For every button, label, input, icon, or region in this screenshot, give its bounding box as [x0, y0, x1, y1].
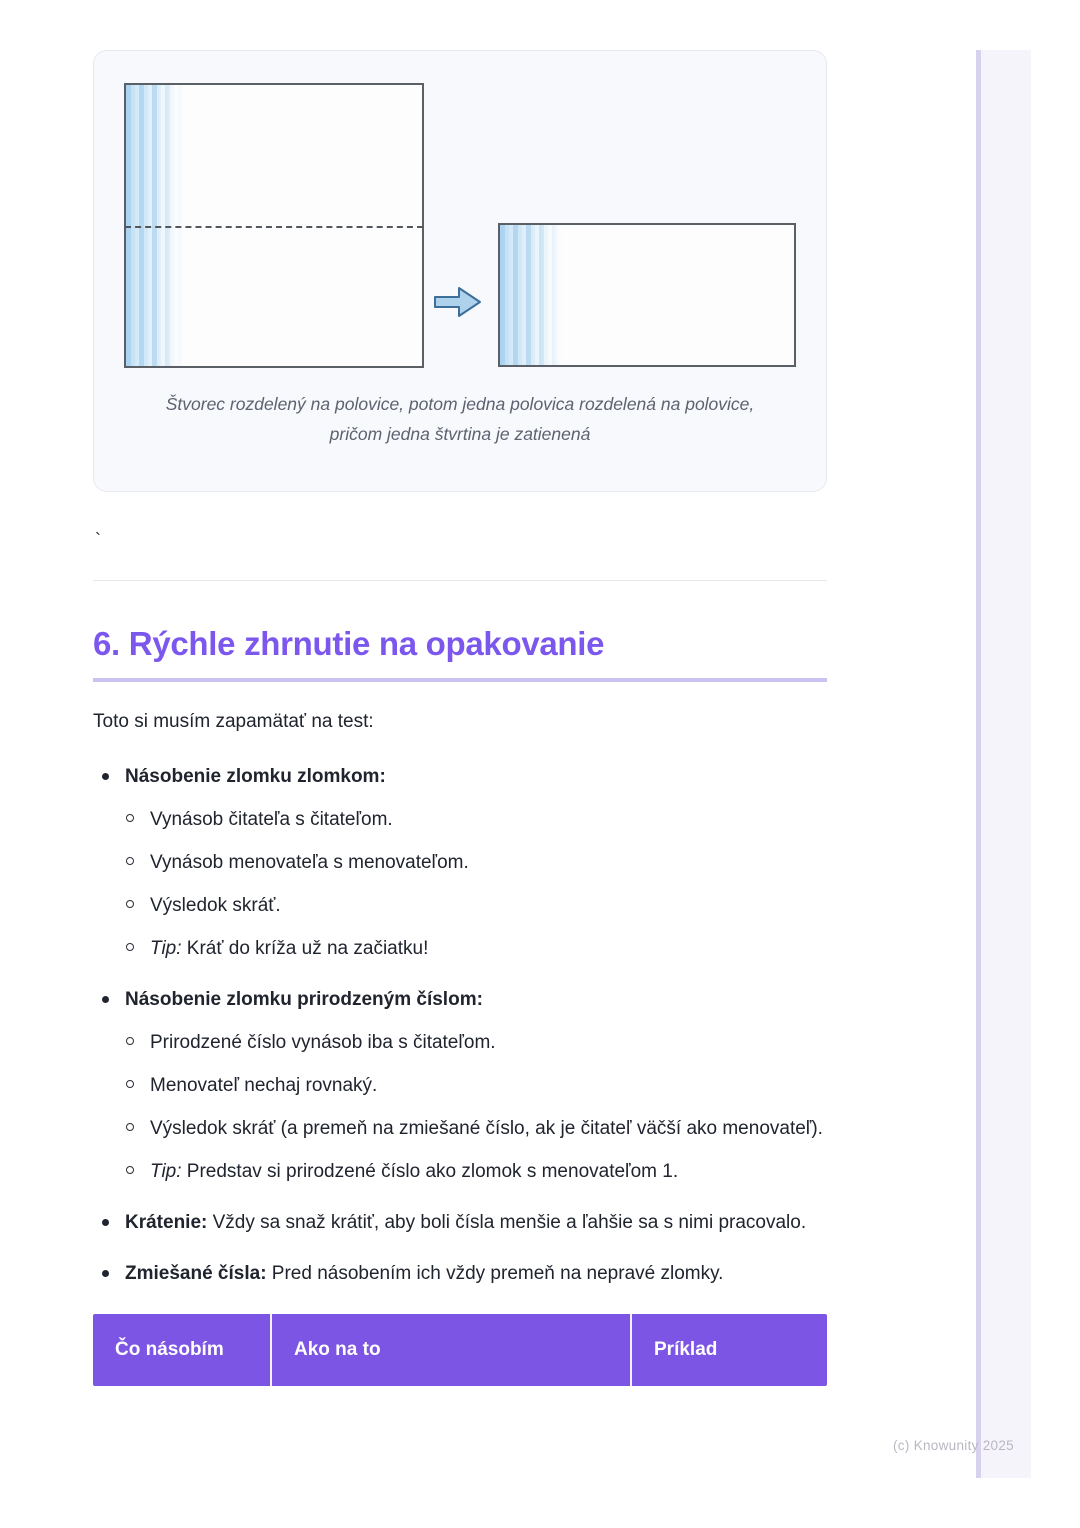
intro-text: Toto si musím zapamätať na test:: [93, 711, 374, 732]
group-title: Násobenie zlomku prirodzeným číslom:: [125, 989, 483, 1010]
table-header-cell-co-nasobim: Čo násobím: [93, 1314, 270, 1386]
note-text: Vždy sa snaž krátiť, aby boli čísla menšie a ľahšie sa s nimi pracovalo.: [207, 1212, 807, 1233]
sub-list-item: [125, 891, 827, 920]
sub-item-text: Vynásob menovateľa s menovateľom.: [150, 852, 469, 873]
stray-backtick: `: [95, 530, 101, 550]
sub-list-item: [125, 848, 827, 877]
summary-list: [93, 762, 827, 1288]
figure-card: [93, 50, 827, 492]
tip-label: Tip:: [150, 938, 182, 959]
section-divider: [93, 580, 827, 581]
list-item-group: [93, 762, 827, 963]
section-heading: 6. Rýchle zhrnutie na opakovanie: [93, 625, 827, 682]
tip-label: Tip:: [150, 1161, 182, 1182]
sub-list-item: [125, 1157, 827, 1186]
group-title: Násobenie zlomku zlomkom:: [125, 766, 386, 787]
sub-item-text: Kráť do kríža už na začiatku!: [181, 938, 429, 959]
sub-list-item: [125, 1114, 827, 1143]
note-label: Krátenie:: [125, 1212, 208, 1233]
sub-list: [125, 1028, 827, 1186]
sub-item-text: Menovateľ nechaj rovnaký.: [150, 1075, 378, 1096]
list-item-group: [93, 985, 827, 1186]
note-text: Pred násobením ich vždy premeň na nepravé zlomky.: [266, 1263, 724, 1284]
list-item-note: [93, 1259, 827, 1288]
fraction-square: [124, 83, 424, 368]
sub-list-item: [125, 805, 827, 834]
watermark: (c) Knowunity 2025: [893, 1438, 1014, 1453]
sub-list-item: [125, 1028, 827, 1057]
sub-item-text: Výsledok skráť.: [150, 895, 281, 916]
sub-item-text: Výsledok skráť (a premeň na zmiešané číslo, ak je čitateľ väčší ako menovateľ).: [150, 1118, 823, 1139]
sub-list-item: [125, 934, 827, 963]
arrow-right-icon: [432, 282, 484, 322]
sub-list-item: [125, 1071, 827, 1100]
table-header-cell-priklad: Príklad: [630, 1314, 827, 1386]
fraction-rectangle: [498, 223, 796, 367]
table-header-row: [93, 1314, 827, 1386]
shaded-stripes: [500, 225, 562, 365]
note-label: Zmiešané čísla:: [125, 1263, 267, 1284]
sub-item-text: Predstav si prirodzené číslo ako zlomok s menovateľom 1.: [181, 1161, 679, 1182]
sub-list: [125, 805, 827, 963]
list-item-note: [93, 1208, 827, 1237]
sub-item-text: Vynásob čitateľa s čitateľom.: [150, 809, 393, 830]
table-header-cell-ako-na-to: Ako na to: [270, 1314, 630, 1386]
dashed-divider-line: [125, 226, 423, 228]
next-page-edge: [976, 50, 1031, 1478]
figure-caption: Štvorec rozdelený na polovice, potom jedna polovica rozdelená na polovice, pričom jedna štvrtina je zatienená: [165, 394, 755, 445]
document-page: [93, 0, 827, 1386]
sub-item-text: Prirodzené číslo vynásob iba s čitateľom.: [150, 1032, 496, 1053]
